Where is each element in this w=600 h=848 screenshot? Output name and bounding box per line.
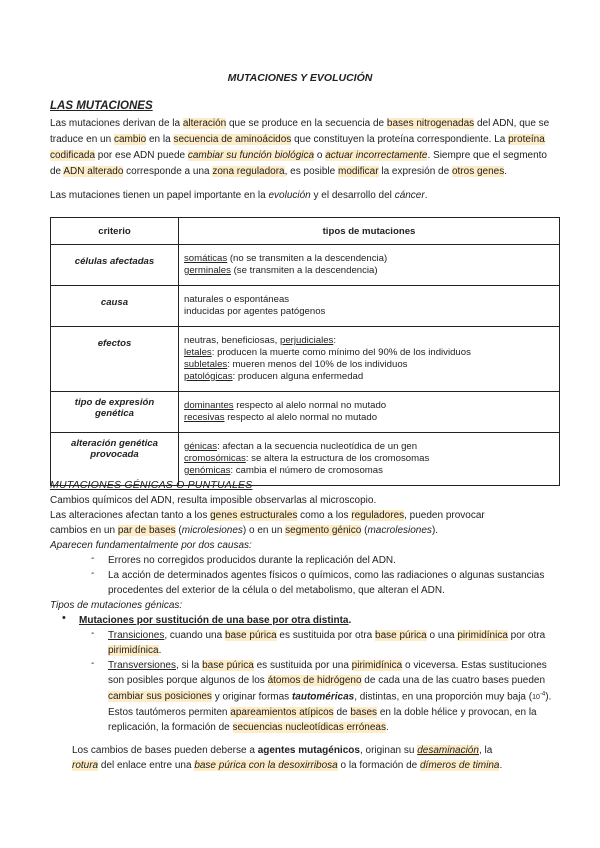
subtype-heading: Mutaciones por sustitución de una base por otra distinta.	[79, 615, 352, 626]
text-line: Las alteraciones afectan tanto a los genes estructurales como a los reguladores, pueden provocar	[50, 510, 485, 521]
text-line: Tipos de mutaciones génicas:	[50, 600, 183, 611]
table-header-criterio: criterio	[51, 218, 179, 245]
table-criterion: células afectadas	[51, 245, 179, 286]
list-item: Transversiones, si la base púrica es sustituida por una pirimidínica o viceversa. Estas sustituciones son posibles porque algunos de los átomos de hidrógeno de cada una de las cuatro bases pueden cambiar sus posiciones y originar formas tautoméricas, distintas, en una proporción muy baja $(10^{-4})$. Estos tautómeros permiten apareamientos atípicos de bases en la doble hélice y provocan, en la replicación, la formación de secuencias nucleotídicas erróneas.	[108, 660, 552, 734]
table-row	[51, 245, 560, 286]
text-line: Cambios químicos del ADN, resulta imposible observarlas al microscopio.	[50, 495, 377, 506]
dash-bullet: -	[91, 658, 95, 669]
text-line: Los cambios de bases pueden deberse a agentes mutagénicos, originan su desaminación, la	[72, 745, 493, 756]
bullet-dot: •	[62, 612, 66, 624]
dash-bullet: -	[91, 628, 95, 639]
list-item: Errores no corregidos producidos durante la replicación del ADN.	[108, 555, 396, 566]
table-row	[51, 286, 560, 327]
page-title: MUTACIONES Y EVOLUCIÓN	[227, 72, 373, 84]
table-criterion: tipo de expresión genética	[51, 392, 179, 433]
dash-bullet: -	[91, 553, 95, 564]
table-row	[51, 392, 560, 433]
dash-bullet: -	[91, 568, 95, 579]
text-line: rotura del enlace entre una base púrica con la desoxirribosa o la formación de dímeros de timina.	[72, 760, 503, 771]
table-row	[51, 327, 560, 392]
table-types: naturales o espontáneas inducidas por agentes patógenos	[179, 286, 560, 327]
table-types: somáticas (no se transmiten a la descendencia) germinales (se transmiten a la descendencia)	[179, 245, 560, 286]
table-criterion: alteración genética provocada	[51, 433, 179, 486]
list-item: Transiciones, cuando una base púrica es sustituida por otra base púrica o una pirimidínica por otra pirimidínica.	[108, 630, 546, 656]
text-line: Aparecen fundamentalmente por dos causas:	[50, 540, 252, 551]
evolution-paragraph: Las mutaciones tienen un papel importante en la evolución y el desarrollo del cáncer.	[50, 190, 428, 201]
table-criterion: efectos	[51, 327, 179, 392]
mutation-types-table	[50, 217, 560, 486]
table-types: neutras, beneficiosas, perjudiciales: letales: producen la muerte como mínimo del 90% de los individuos subletales: mueren menos del 10% de los individuos patológicas: producen alguna enfermedad	[179, 327, 560, 392]
table-header-tipos: tipos de mutaciones	[179, 218, 560, 245]
section-heading-mutaciones: LAS MUTACIONES	[50, 100, 153, 112]
intro-paragraph: Las mutaciones derivan de la alteración que se produce en la secuencia de bases nitrogenadas del ADN, que se traduce en un cambio en la secuencia de aminoácidos que constituyen la proteína correspondiente. La proteína codificada por ese ADN puede cambiar su función biológica o actuar incorrectamente. Siempre que el segmento de ADN alterado corresponde a una zona reguladora, es posible modificar la expresión de otros genes.	[50, 118, 550, 177]
table-types: génicas: afectan a la secuencia nucleotídica de un gen cromosómicas: se altera la estructura de los cromosomas genómicas: cambia el número de cromosomas	[179, 433, 560, 486]
list-item: La acción de determinados agentes físicos o químicos, como las radiaciones o algunas sustancias procedentes del exterior de la célula o del metabolismo, que alteran el ADN.	[108, 570, 545, 596]
table-types: dominantes respecto al alelo normal no mutado recesivas respecto al alelo normal no mutado	[179, 392, 560, 433]
table-criterion: causa	[51, 286, 179, 327]
table-row	[51, 433, 560, 486]
text-line: cambios en un par de bases (microlesiones) o en un segmento génico (macrolesiones).	[50, 525, 439, 536]
table-header-row	[51, 218, 560, 245]
section-heading-geneticas: MUTACIONES GÉNICAS O PUNTUALES	[50, 479, 253, 491]
